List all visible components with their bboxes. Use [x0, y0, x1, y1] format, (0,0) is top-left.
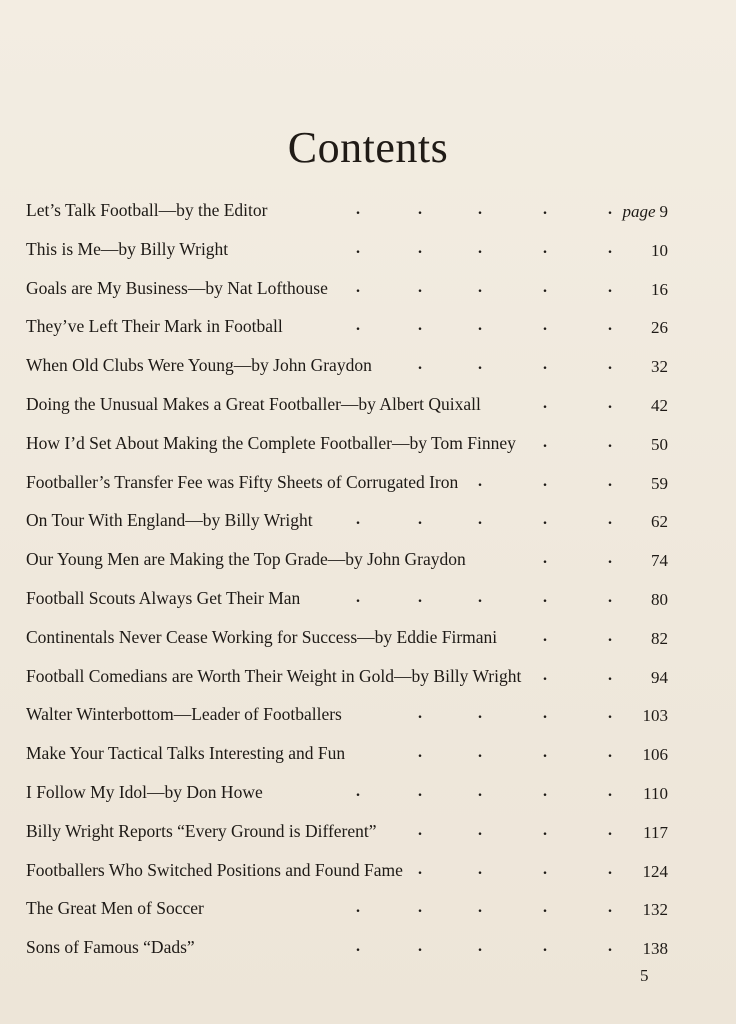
toc-entry-page [643, 891, 669, 930]
toc-page-number: 124 [642, 861, 668, 881]
leader-dot: . [608, 472, 612, 490]
toc-entry-page [651, 426, 668, 465]
leader-dot: . [543, 201, 547, 218]
toc-page-number: 94 [651, 667, 668, 687]
leader-dot: . [608, 938, 612, 956]
leader-dot: . [608, 899, 612, 917]
toc-entry-page [643, 814, 668, 853]
leader-dot: . [608, 433, 612, 451]
toc-page-number: 110 [643, 783, 668, 803]
leader-dot: . [543, 821, 547, 839]
toc-page-number: 106 [642, 745, 668, 765]
leader-dot: . [608, 239, 612, 257]
toc-entry-title: They’ve Left Their Mark in Football [26, 316, 283, 337]
toc-page-number: 26 [651, 318, 668, 338]
toc-entry-title: Goals are My Business—by Nat Lofthouse [26, 277, 328, 298]
toc-entry-title: Football Scouts Always Get Their Man [26, 587, 301, 608]
leader-dot: . [608, 278, 612, 296]
leader-dot: . [543, 278, 547, 296]
leader-dot: . [418, 705, 422, 723]
toc-entry-title: Doing the Unusual Makes a Great Footballer—by Albert Quixall [26, 393, 481, 414]
leader-dot: . [543, 938, 547, 956]
toc-entry-page [651, 348, 668, 387]
toc-page-number: 132 [642, 900, 668, 920]
toc-entry-page [622, 193, 668, 232]
leader-dot: . [478, 356, 482, 374]
toc-entry-page [651, 659, 668, 698]
leader-dot: . [356, 782, 360, 800]
leader-dot: . [418, 317, 422, 335]
leader-dot: . [478, 472, 482, 490]
leader-dot: . [543, 860, 547, 878]
leader-dot: . [418, 511, 422, 529]
leader-dot: . [608, 394, 612, 412]
toc-page-number: 62 [651, 512, 668, 532]
toc-entry[interactable] [26, 657, 676, 696]
leader-dot: . [478, 782, 482, 800]
toc-entry-title: Footballers Who Switched Positions and Found Fame [26, 859, 403, 880]
leader-dot: . [356, 588, 360, 606]
toc-page-number: 16 [651, 279, 668, 299]
toc-entry[interactable] [26, 695, 676, 734]
toc-entry-page [643, 775, 668, 814]
toc-page-number: 82 [651, 628, 668, 648]
toc-page-number: 59 [651, 473, 668, 493]
toc-entry-page [651, 542, 668, 581]
leader-dot: . [543, 744, 547, 762]
toc-entry-page [651, 581, 668, 620]
leader-dot: . [608, 821, 612, 839]
leader-dot: . [418, 899, 422, 917]
leader-dot: . [608, 705, 612, 723]
toc-entry-page [643, 697, 669, 736]
toc-entry[interactable] [26, 307, 676, 346]
leader-dot: . [478, 899, 482, 917]
toc-entry[interactable] [26, 773, 676, 812]
leader-dot: . [543, 356, 547, 374]
leader-dot: . [608, 317, 612, 335]
toc-entry-title: Football Comedians are Worth Their Weight in Gold—by Billy Wright [26, 665, 522, 686]
leader-dot: . [478, 239, 482, 257]
toc-entry[interactable] [26, 579, 676, 618]
leader-dot: . [418, 744, 422, 762]
toc-entry-title: Billy Wright Reports “Every Ground is Different” [26, 820, 377, 841]
toc-entry[interactable] [26, 501, 676, 540]
toc-entry-page [643, 930, 669, 969]
leader-dot: . [543, 550, 547, 568]
leader-dot: . [478, 201, 482, 218]
leader-dot: . [543, 627, 547, 645]
toc-page-number: 42 [651, 395, 668, 415]
leader-dot: . [543, 666, 547, 684]
toc-entry-page [651, 465, 668, 504]
leader-dot: . [543, 472, 547, 490]
toc-entry-page [651, 271, 668, 310]
toc-entry-page [651, 620, 668, 659]
leader-dot: . [608, 588, 612, 606]
toc-entry-page [651, 232, 668, 271]
leader-dot: . [418, 201, 422, 218]
leader-dot: . [608, 744, 612, 762]
toc-entry-title: Continentals Never Cease Working for Success—by Eddie Firmani [26, 626, 498, 647]
toc-entry-page [651, 387, 668, 426]
toc-entry-title: I Follow My Idol—by Don Howe [26, 781, 263, 802]
leader-dot: . [418, 821, 422, 839]
toc-entry[interactable] [26, 230, 676, 269]
leader-dot: . [478, 821, 482, 839]
toc-entry[interactable] [26, 385, 676, 424]
toc-entry-title: The Great Men of Soccer [26, 898, 204, 919]
table-of-contents [26, 191, 676, 967]
toc-entry-title: Our Young Men are Making the Top Grade—by John Graydon [26, 549, 466, 570]
leader-dot: . [356, 278, 360, 296]
toc-entry[interactable] [26, 618, 676, 657]
toc-page-number: 103 [642, 706, 668, 726]
toc-page-number: 32 [651, 357, 668, 377]
leader-dot: . [418, 239, 422, 257]
toc-entry-title: Sons of Famous “Dads” [26, 937, 195, 958]
leader-dot: . [356, 239, 360, 257]
toc-entry-page [643, 736, 669, 775]
leader-dot: . [608, 356, 612, 374]
toc-entry[interactable] [26, 889, 676, 928]
leader-dot: . [543, 705, 547, 723]
toc-page-number: 9 [659, 202, 668, 221]
leader-dot: . [356, 938, 360, 956]
toc-page-number: 80 [651, 589, 668, 609]
toc-entry[interactable] [26, 540, 676, 579]
leader-dot: . [418, 356, 422, 374]
toc-entry-title: How I’d Set About Making the Complete Footballer—by Tom Finney [26, 432, 516, 453]
toc-page-number: 117 [643, 822, 668, 842]
leader-dot: . [356, 201, 360, 218]
leader-dot: . [543, 511, 547, 529]
leader-dot: . [356, 511, 360, 529]
leader-dot: . [543, 394, 547, 412]
toc-entry[interactable] [26, 424, 676, 463]
leader-dot: . [608, 511, 612, 529]
page-title: Contents [287, 123, 449, 172]
toc-page-number: 138 [642, 939, 668, 959]
toc-entry[interactable] [26, 346, 676, 385]
leader-dot: . [543, 588, 547, 606]
leader-dot: . [418, 860, 422, 878]
toc-entry-page [651, 309, 668, 348]
toc-entry[interactable] [26, 191, 676, 230]
leader-dot: . [478, 938, 482, 956]
toc-page-number: 74 [651, 551, 668, 571]
toc-entry[interactable] [26, 928, 676, 967]
toc-entry[interactable] [26, 269, 676, 308]
leader-dot: . [543, 782, 547, 800]
leader-dot: . [478, 588, 482, 606]
toc-entry[interactable] [26, 812, 676, 851]
toc-entry-title: When Old Clubs Were Young—by John Graydon [26, 355, 372, 376]
leader-dot: . [478, 317, 482, 335]
toc-page-number: 50 [651, 434, 668, 454]
toc-entry-title: Walter Winterbottom—Leader of Footballers [26, 704, 342, 725]
toc-entry-title: Footballer’s Transfer Fee was Fifty Sheets of Corrugated Iron [26, 471, 459, 492]
toc-entry[interactable] [26, 463, 676, 502]
leader-dot: . [608, 666, 612, 684]
leader-dot: . [478, 744, 482, 762]
toc-entry-title: Let’s Talk Football—by the Editor [26, 200, 268, 220]
leader-dot: . [543, 433, 547, 451]
leader-dot: . [356, 899, 360, 917]
leader-dot: . [418, 938, 422, 956]
toc-entry-page [651, 503, 668, 542]
page-label: page [622, 202, 656, 221]
leader-dot: . [608, 627, 612, 645]
leader-dot: . [608, 782, 612, 800]
leader-dot: . [608, 201, 612, 218]
leader-dot: . [543, 317, 547, 335]
toc-entry-title: On Tour With England—by Billy Wright [26, 510, 313, 531]
leader-dot: . [478, 278, 482, 296]
toc-entry-title: This is Me—by Billy Wright [26, 238, 229, 259]
leader-dot: . [608, 860, 612, 878]
toc-entry[interactable] [26, 851, 676, 890]
leader-dot: . [478, 705, 482, 723]
leader-dot: . [418, 588, 422, 606]
leader-dot: . [608, 550, 612, 568]
toc-entry-page [643, 853, 669, 892]
leader-dot: . [478, 860, 482, 878]
leader-dot: . [478, 511, 482, 529]
toc-page-number: 10 [651, 240, 668, 260]
leader-dot: . [356, 317, 360, 335]
leader-dot: . [418, 782, 422, 800]
toc-entry[interactable] [26, 734, 676, 773]
toc-entry-title: Make Your Tactical Talks Interesting and Fun [26, 743, 346, 764]
page-number: 5 [640, 966, 649, 985]
leader-dot: . [543, 239, 547, 257]
leader-dot: . [418, 278, 422, 296]
leader-dot: . [543, 899, 547, 917]
